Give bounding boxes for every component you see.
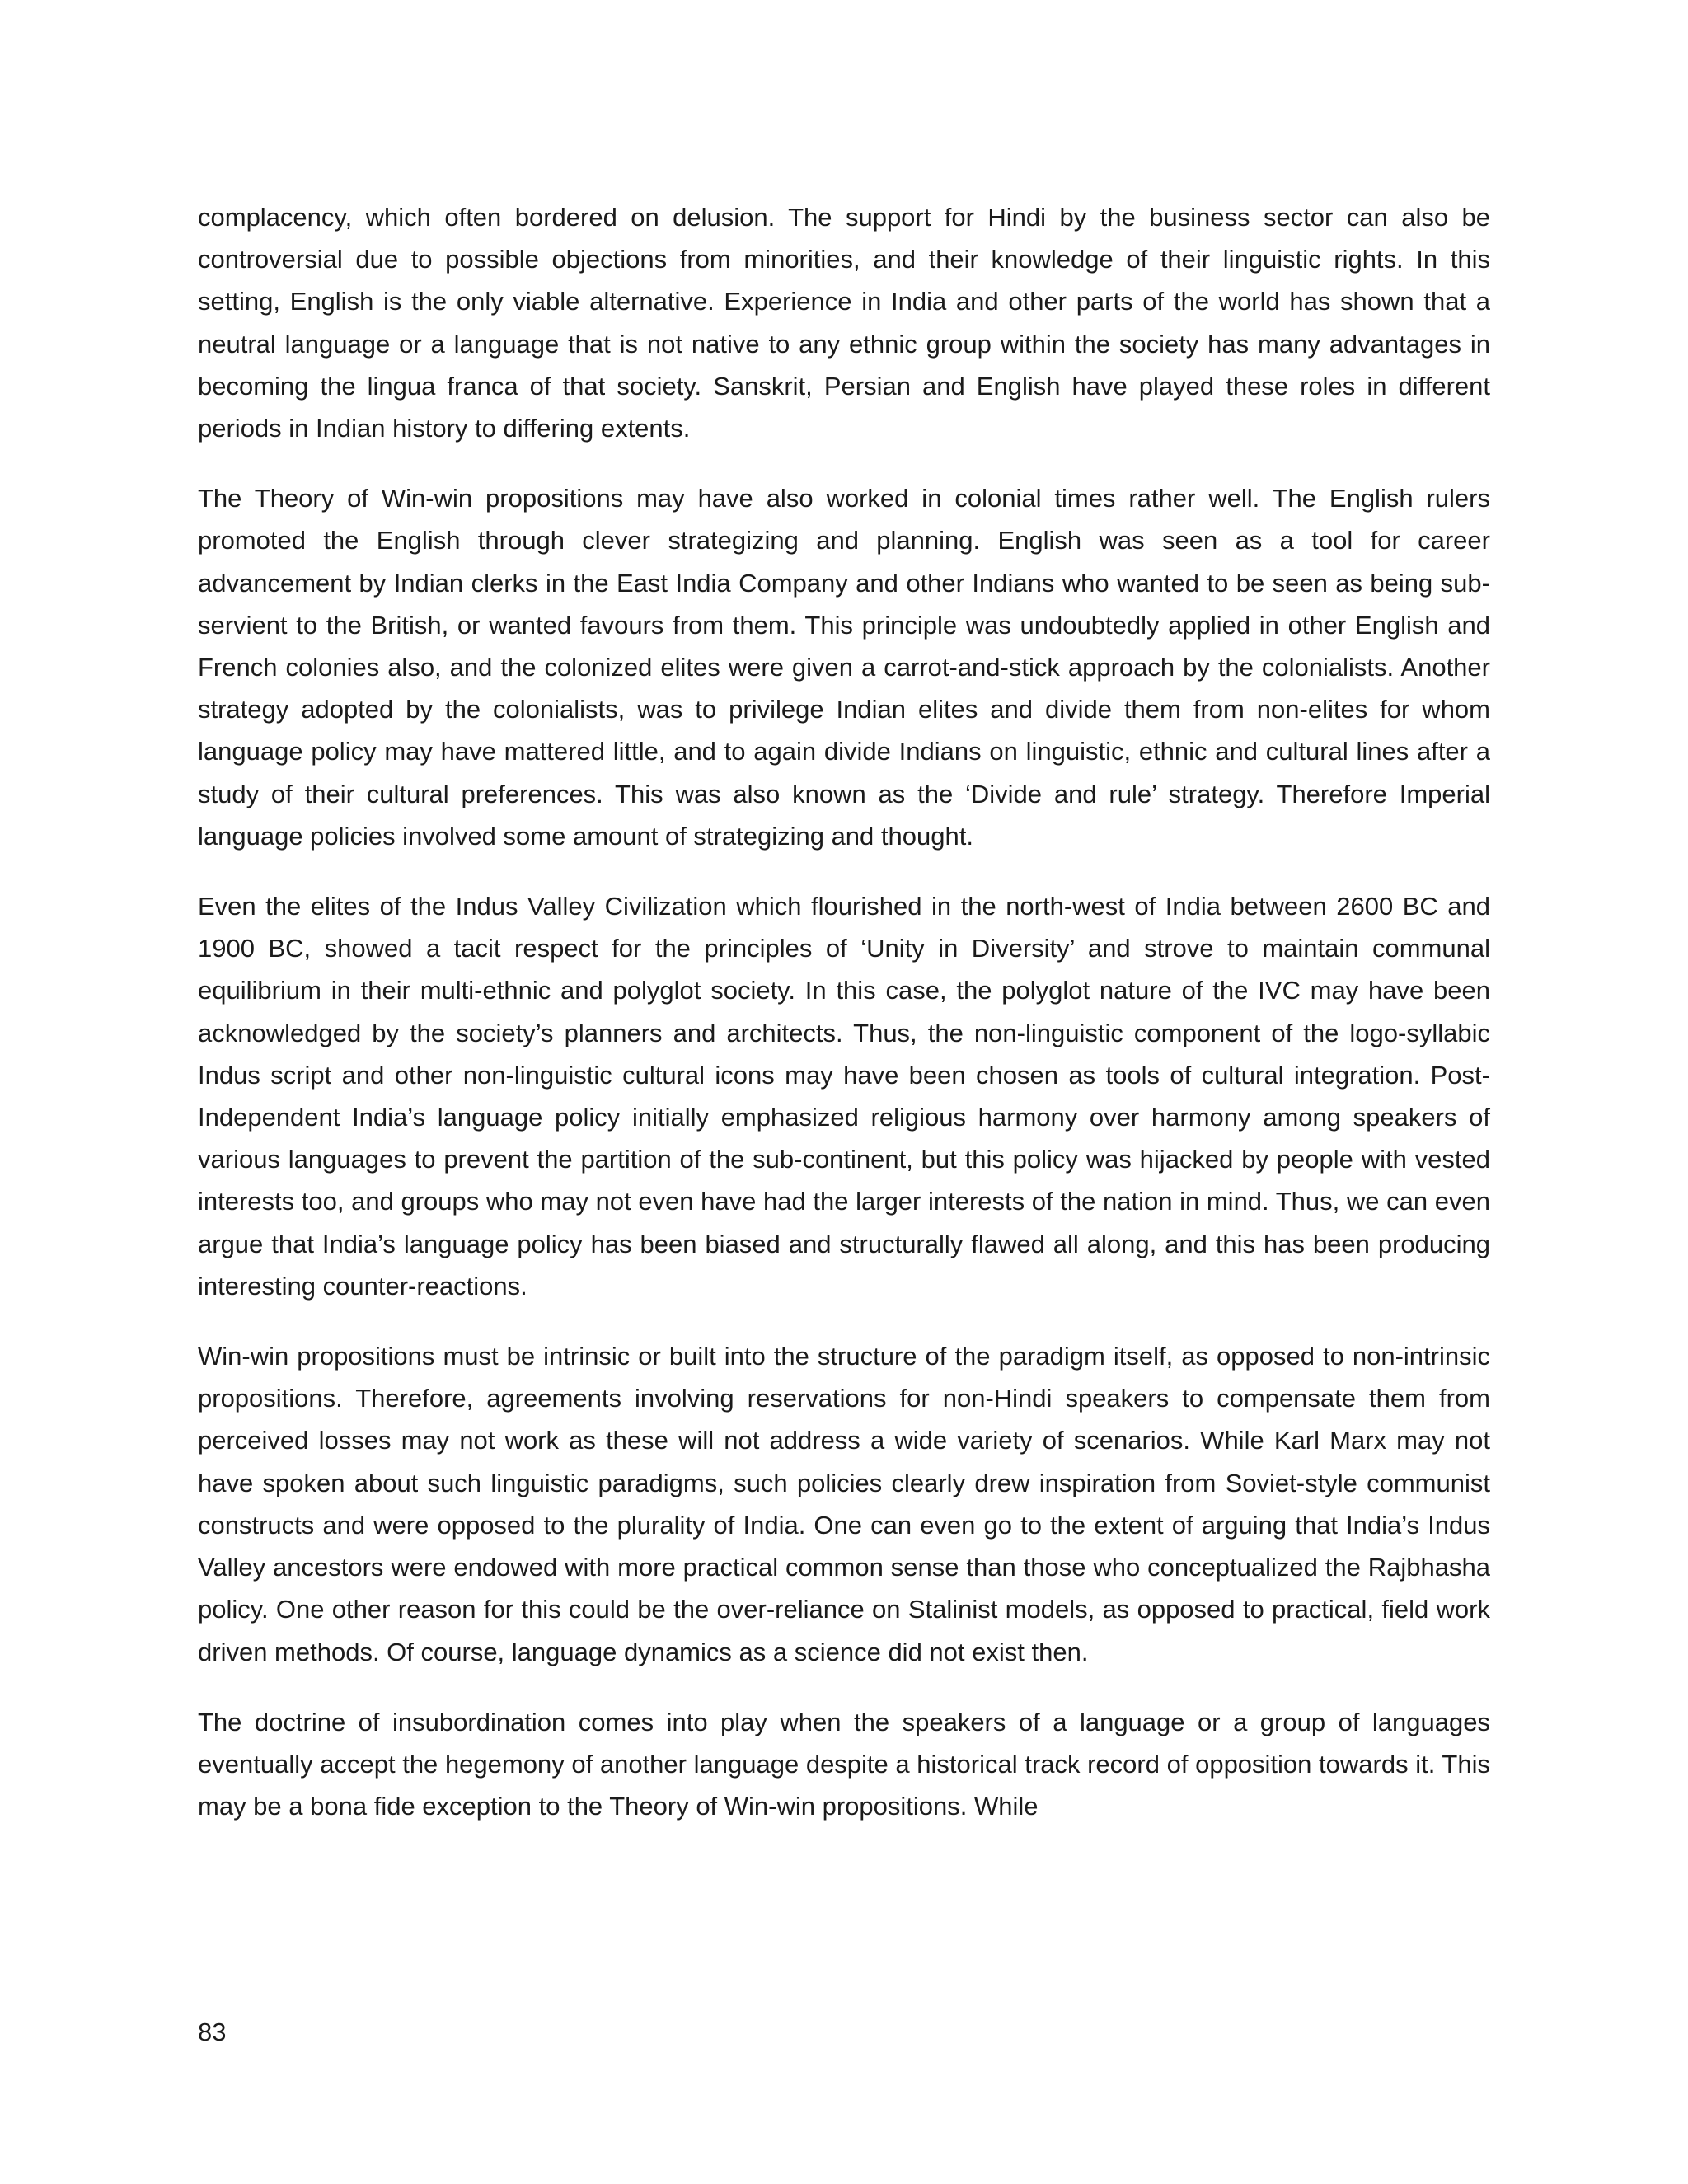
page-number: 83 — [198, 2018, 227, 2046]
paragraph-2: The Theory of Win-win propositions may have also worked in colonial times rather well. The English rulers promoted the English through clever strategizing and planning. English was seen as a tool for career advancement by Indian clerks in the East India Company and other Indians who wanted to be seen as being sub-servient to the British, or wanted favours from them. This principle was undoubtedly applied in other English and French colonies also, and the colonized elites were given a carrot-and-stick approach by the colonialists. Another strategy adopted by the colonialists, was to privilege Indian elites and divide them from non-elites for whom language policy may have mattered little, and to again divide Indians on linguistic, ethnic and cultural lines after a study of their cultural preferences. This was also known as the ‘Divide and rule’ strategy. Therefore Imperial language policies involved some amount of strategizing and thought. — [198, 484, 1490, 851]
body-text — [198, 196, 1490, 1855]
paragraph-4: Win-win propositions must be intrinsic or built into the structure of the paradigm itself, as opposed to non-intrinsic propositions. Therefore, agreements involving reservations for non-Hindi speakers to compensate them from perceived losses may not work as these will not address a wide variety of scenarios. While Karl Marx may not have spoken about such linguistic paradigms, such policies clearly drew inspiration from Soviet-style communist constructs and were opposed to the plurality of India. One can even go to the extent of arguing that India’s Indus Valley ancestors were endowed with more practical common sense than those who conceptualized the Rajbhasha policy. One other reason for this could be the over-reliance on Stalinist models, as opposed to practical, field work driven methods. Of course, language dynamics as a science did not exist then. — [198, 1342, 1490, 1666]
paragraph-3: Even the elites of the Indus Valley Civilization which flourished in the north-west of India between 2600 BC and 1900 BC, showed a tacit respect for the principles of ‘Unity in Diversity’ and strove to maintain communal equilibrium in their multi-ethnic and polyglot society. In this case, the polyglot nature of the IVC may have been acknowledged by the society’s planners and architects. Thus, the non-linguistic component of the logo-syllabic Indus script and other non-linguistic cultural icons may have been chosen as tools of cultural integration. Post-Independent India’s language policy initially emphasized religious harmony over harmony among speakers of various languages to prevent the partition of the sub-continent, but this policy was hijacked by people with vested interests too, and groups who may not even have had the larger interests of the nation in mind. Thus, we can even argue that India’s language policy has been biased and structurally flawed all along, and this has been producing interesting counter-reactions. — [198, 892, 1490, 1301]
paragraph-5: The doctrine of insubordination comes into play when the speakers of a language or a group of languages eventually accept the hegemony of another language despite a historical track record of opposition towards it. This may be a bona fide exception to the Theory of Win-win propositions. While — [198, 1707, 1490, 1821]
paragraph-1: complacency, which often bordered on delusion. The support for Hindi by the business sector can also be controversial due to possible objections from minorities, and their knowledge of their linguistic rights. In this setting, English is the only viable alternative. Experience in India and other parts of the world has shown that a neutral language or a language that is not native to any ethnic group within the society has many advantages in becoming the lingua franca of that society. Sanskrit, Persian and English have played these roles in different periods in Indian history to differing extents. — [198, 203, 1490, 443]
